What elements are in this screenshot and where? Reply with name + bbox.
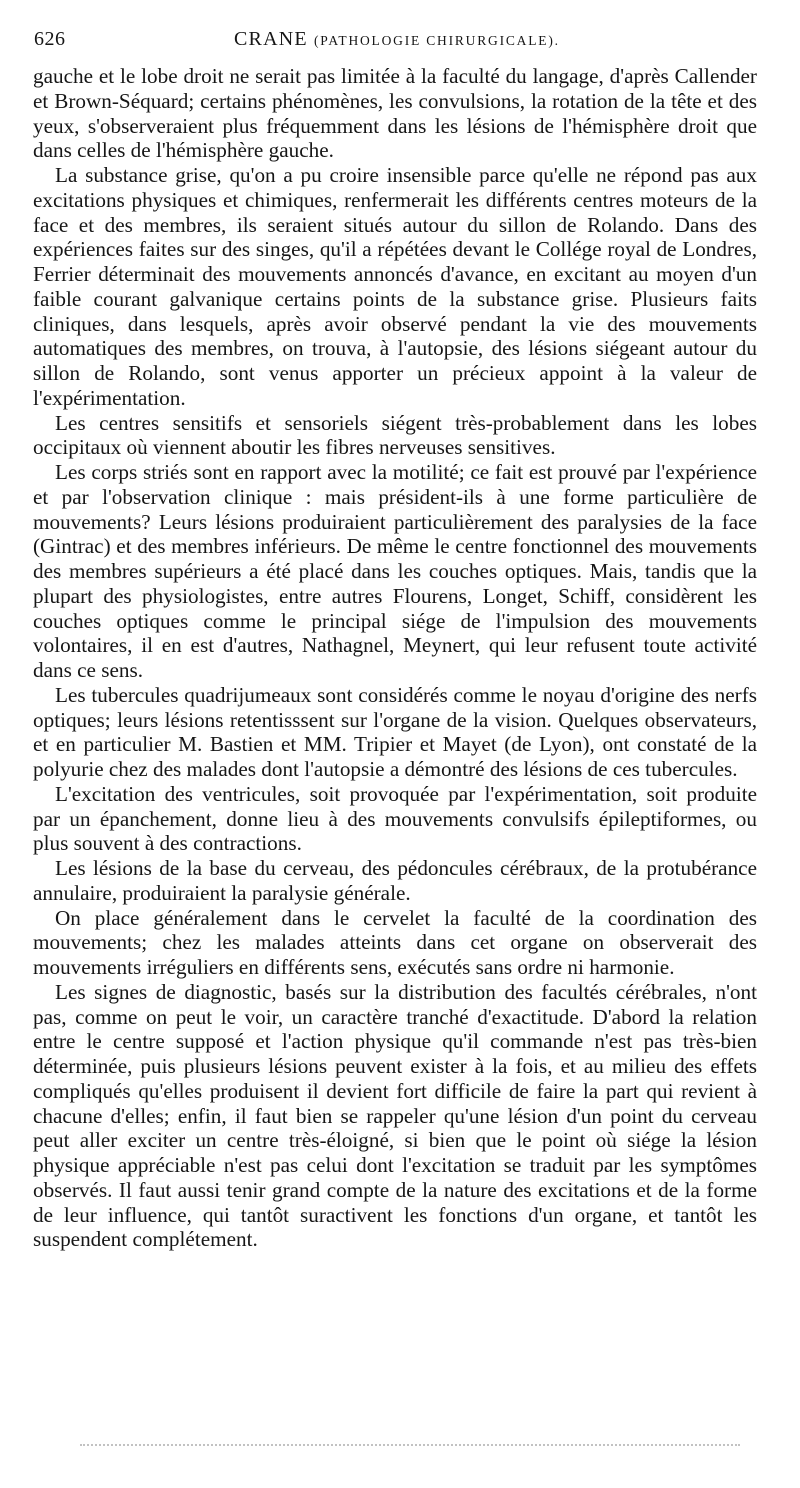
page-number: 626 xyxy=(34,28,66,50)
paragraph-signes-diagnostic: Les signes de diagnostic, basés sur la distribution des facultés cérébrales, n'ont pas, comme on peut le voir, un caractère tranché d'exactitude. D'abord la relation entre le centre supposé et l'action physique qu'il commande n'est pas très-bien déterminée, puis plusieurs lésions peuvent exister à la fois, et au milieu des effets compliqués qu'elles produisent il devient fort difficile de faire la part qui revient à chacune d'elles; enfin, il faut bien se rappeler qu'une lésion d'un point du cerveau peut aller exciter un centre très-éloigné, si bien que le point où siége la lésion physique appréciable n'est pas celui dont l'excitation se traduit par les symptômes observés. Il faut aussi tenir grand compte de la nature des excitations et de la forme de leur influence, qui tantôt suractivent les fonctions d'un organe, et tantôt les suspendent complétement. xyxy=(33,979,757,1252)
paragraph-continued: gauche et le lobe droit ne serait pas limitée à la faculté du langage, d'après Callender et Brown-Séquard; certains phénomènes, les convulsions, la rotation de la tête et des yeux, s'observeraient plus fréquemment dans les lésions de l'hémisphère droit que dans celles de l'hémisphère gauche. xyxy=(33,64,757,163)
paragraph-tubercules: Les tubercules quadrijumeaux sont considérés comme le noyau d'origine des nerfs optiques; leurs lésions retentisssent sur l'organe de la vision. Quelques observateurs, et en particulier M. Bastien et MM. Tripier et Mayet (de Lyon), ont constaté de la polyurie chez des malades dont l'autopsie a démontré des lésions de ces tubercules. xyxy=(33,682,757,781)
paragraph-substance-grise: La substance grise, qu'on a pu croire insensible parce qu'elle ne répond pas aux excitations physiques et chimiques, renfermerait les différents centres moteurs de la face et des membres, ils seraient situés autour du sillon de Rolando. Dans des expériences faites sur des singes, qu'il a répétées devant le Collége royal de Londres, Ferrier déterminait des mouvements annoncés d'avance, en excitant au moyen d'un faible courant galvanique certains points de la substance grise. Plusieurs faits cliniques, dans lesquels, après avoir observé pendant la vie des mouvements automatiques des membres, on trouva, à l'autopsie, des lésions siégeant autour du sillon de Rolando, sont venus apporter un précieux appoint à la valeur de l'expérimentation. xyxy=(33,163,757,410)
paragraph-corps-stries: Les corps striés sont en rapport avec la motilité; ce fait est prouvé par l'expérience et par l'observation clinique : mais président-ils à une forme particulière de mouvements? Leurs lésions produiraient particulièrement des paralysies de la face (Gintrac) et des membres inférieurs. De même le centre fonctionnel des mouvements des membres supérieurs a été placé dans les couches optiques. Mais, tandis que la plupart des physiologistes, entre autres Flourens, Longet, Schiff, considèrent les couches optiques comme le principal siége de l'impulsion des mouvements volontaires, il en est d'autres, Nathagnel, Meynert, qui leur refusent toute activité dans ce sens. xyxy=(33,460,757,682)
paragraph-centres-sensitifs: Les centres sensitifs et sensoriels siégent très-probablement dans les lobes occipitaux où viennent aboutir les fibres nerveuses sensitives. xyxy=(33,410,757,460)
paragraph-base-cerveau: Les lésions de la base du cerveau, des pédoncules cérébraux, de la protubérance annulaire, produiraient la paralysie générale. xyxy=(33,856,757,905)
footer-rule xyxy=(80,1444,740,1450)
running-title-sub: (PATHOLOGIE CHIRURGICALE). xyxy=(314,33,560,48)
paragraph-ventricules: L'excitation des ventricules, soit provoquée par l'expérimentation, soit produite par un épanchement, donne lieu à des mouvements convulsifs épileptiformes, ou plus souvent à des contractions. xyxy=(33,781,757,856)
running-title-main: CRANE xyxy=(234,28,308,50)
running-head xyxy=(34,28,760,54)
body-text xyxy=(33,64,757,1252)
paragraph-cervelet: On place généralement dans le cervelet la faculté de la coordination des mouvements; chez les malades atteints dans cet organe on observerait des mouvements irréguliers en différents sens, exécutés sans ordre ni harmonie. xyxy=(33,905,757,979)
running-title xyxy=(234,28,560,51)
